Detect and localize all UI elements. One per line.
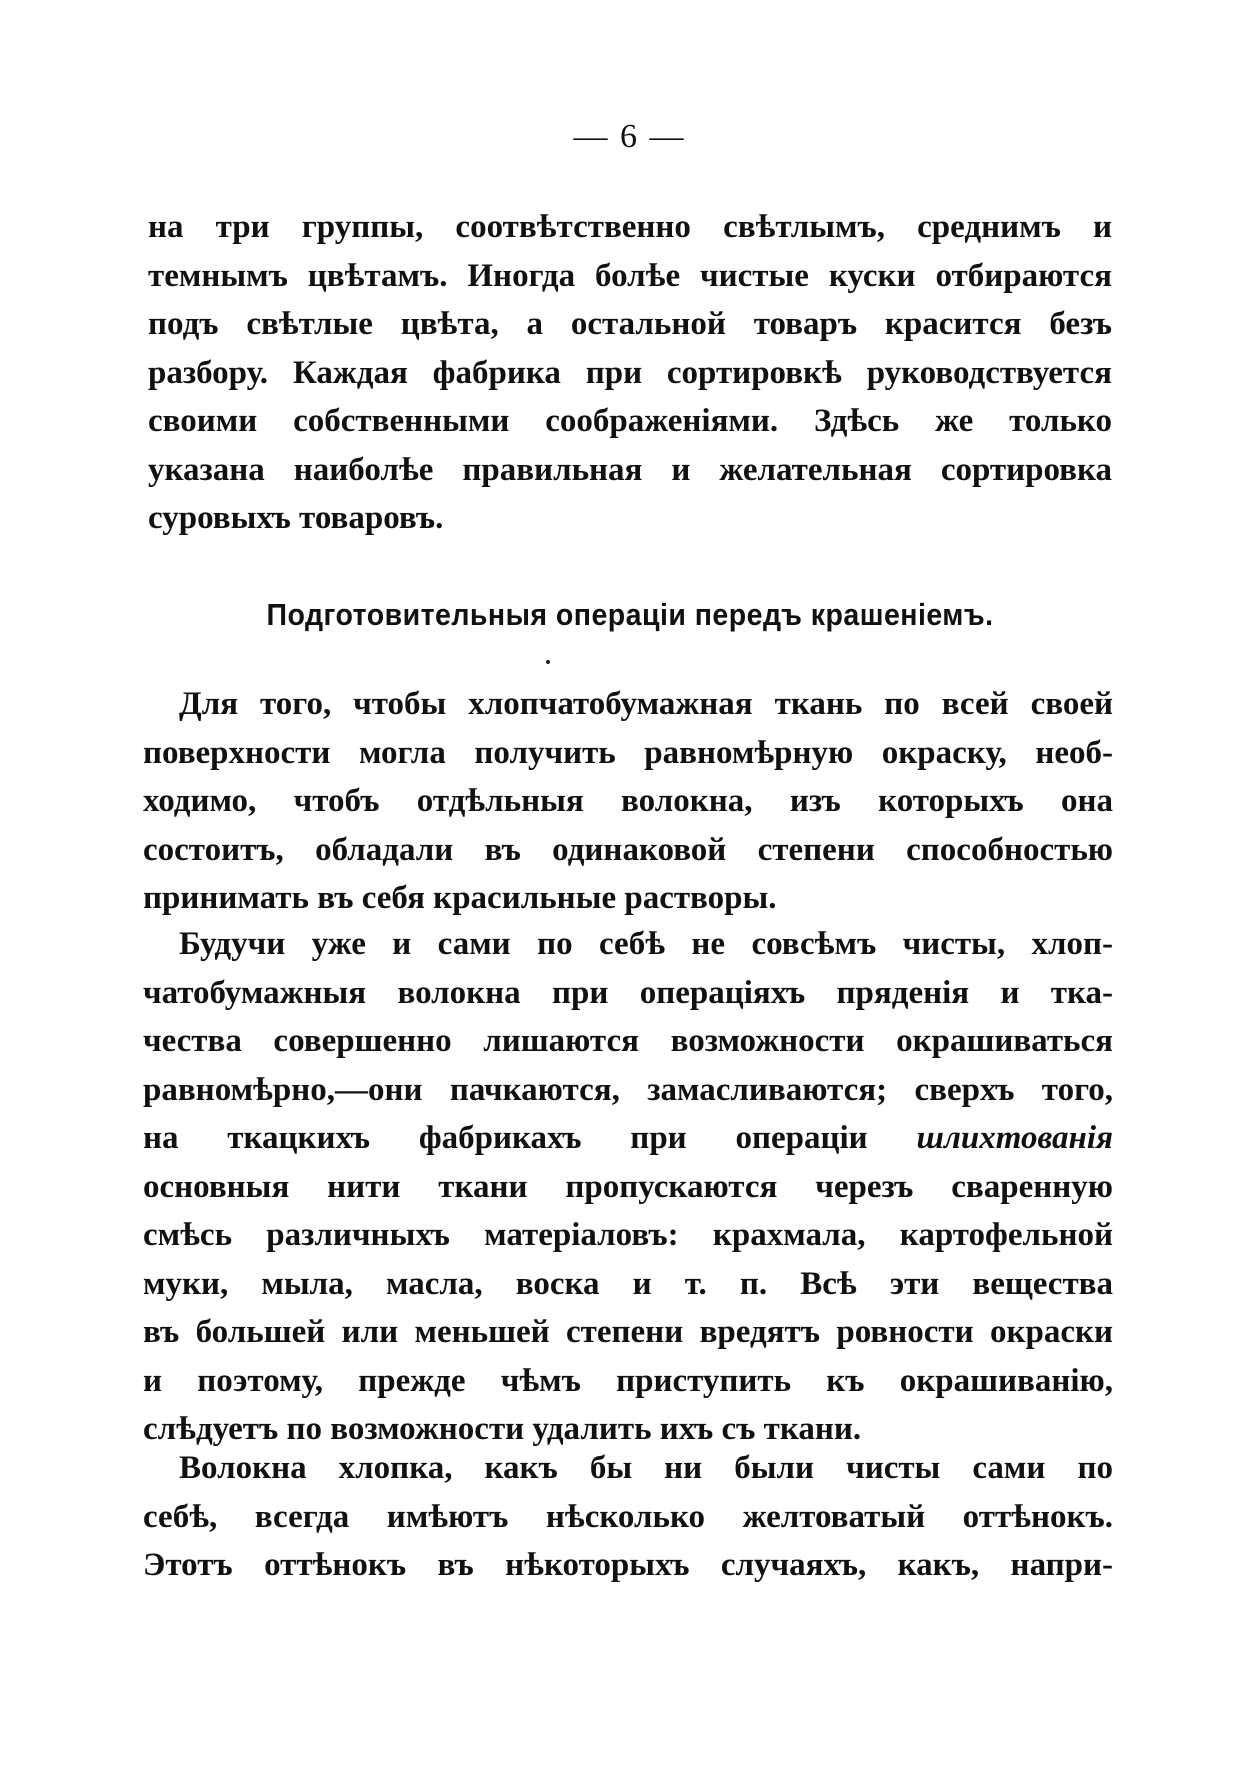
text-line: смѣсь различныхъ матеріаловъ: крахмала, картофельной: [143, 1217, 1113, 1253]
text-line: принимать въ себя красильные растворы.: [143, 880, 777, 916]
text-line: указана наиболѣе правильная и желательная сортировка: [148, 451, 1112, 488]
text-line: и поэтому, прежде чѣмъ приступить къ окрашиванію,: [143, 1362, 1113, 1399]
text-line: поверхности могла получить равномѣрную окраску, необ-: [143, 734, 1113, 771]
text-line: Для того, чтобы хлопчатобумажная ткань по всей своей: [179, 686, 1113, 722]
paragraph-2: [143, 680, 1113, 923]
text-line: равномѣрно,—они пачкаются, замасливаются; сверхъ того,: [143, 1071, 1113, 1108]
text-line: Будучи уже и сами по себѣ не совсѣмъ чисты, хлоп-: [179, 926, 1113, 962]
text-line: суровыхъ товаровъ.: [148, 500, 444, 536]
text-line: Этотъ оттѣнокъ въ нѣкоторыхъ случаяхъ, какъ, напри-: [143, 1547, 1113, 1583]
text-fragment: на ткацкихъ фабрикахъ при операціи: [143, 1120, 868, 1156]
text-line: основныя нити ткани пропускаются черезъ сваренную: [143, 1168, 1113, 1205]
text-line: себѣ, всегда имѣютъ нѣсколько желтоватый оттѣнокъ.: [143, 1498, 1113, 1535]
text-line: слѣдуетъ по возможности удалить ихъ съ ткани.: [143, 1411, 862, 1447]
text-line: Волокна хлопка, какъ бы ни были чисты сами по: [179, 1450, 1113, 1486]
text-line: ходимо, чтобъ отдѣльныя волокна, изъ которыхъ она: [143, 783, 1113, 819]
text-line-with-italic: [143, 1114, 1113, 1163]
text-line: на три группы, соотвѣтственно свѣтлымъ, среднимъ и: [148, 209, 1112, 245]
text-line: чатобумажныя волокна при операціяхъ пряденія и тка-: [143, 974, 1113, 1011]
print-speck: [546, 660, 550, 664]
text-line: темнымъ цвѣтамъ. Иногда болѣе чистые куски отбираются: [148, 257, 1112, 294]
section-heading: Подготовительныя операціи передъ крашеніемъ.: [266, 597, 994, 632]
italic-term: шлихтованія: [916, 1120, 1114, 1156]
text-line: муки, мыла, масла, воска и т. п. Всѣ эти вещества: [143, 1265, 1113, 1302]
text-line: подъ свѣтлые цвѣта, а остальной товаръ красится безъ: [148, 306, 1112, 342]
page-number: — 6 —: [573, 118, 686, 155]
text-line: разбору. Каждая фабрика при сортировкѣ руководствуется: [148, 354, 1112, 391]
text-line: въ большей или меньшей степени вредятъ ровности окраски: [143, 1314, 1113, 1350]
paragraph-1: [148, 203, 1112, 543]
text-line: состоитъ, обладали въ одинаковой степени способностью: [143, 831, 1113, 868]
text-line: своими собственными соображеніями. Здѣсь же только: [148, 403, 1112, 439]
paragraph-3: [143, 920, 1113, 1454]
paragraph-4: [143, 1444, 1113, 1590]
text-line: чества совершенно лишаются возможности окрашиваться: [143, 1023, 1113, 1059]
